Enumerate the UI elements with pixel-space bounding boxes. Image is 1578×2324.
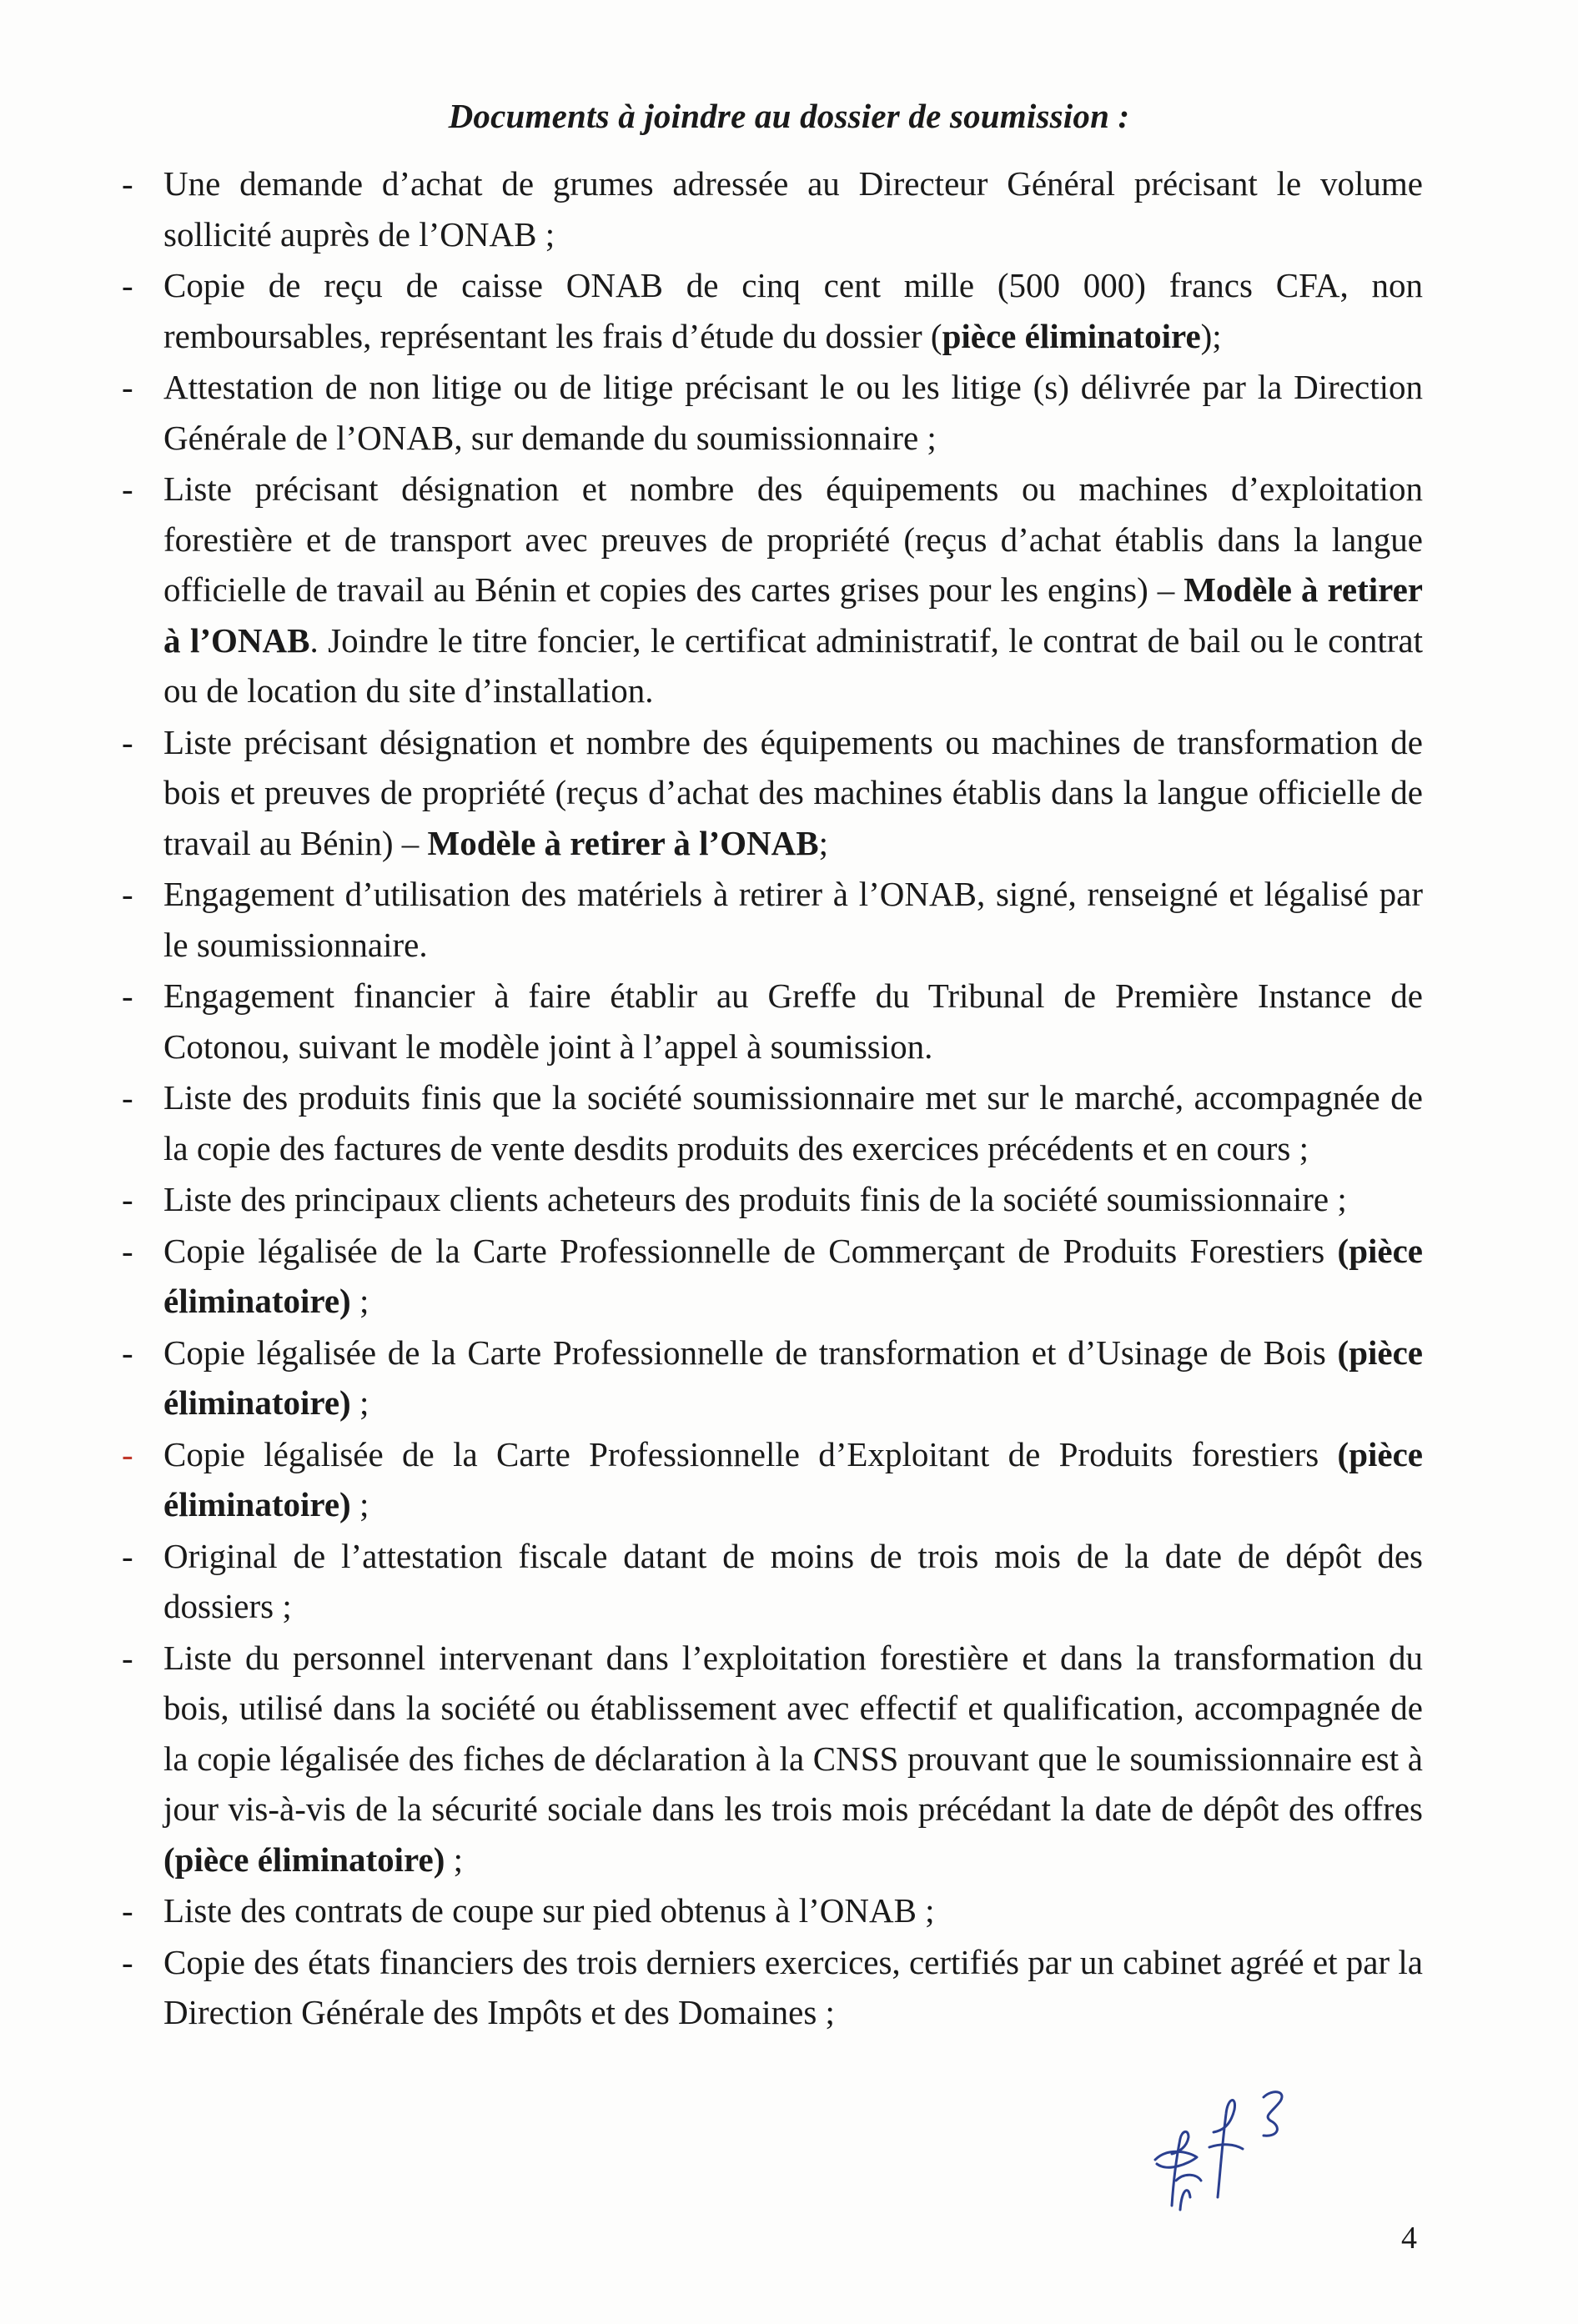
- bold-text: (pièce éliminatoire): [163, 1434, 1423, 1523]
- bold-text: (pièce éliminatoire): [163, 1840, 445, 1879]
- item-text: Liste du personnel intervenant dans l’exploitation forestière et dans la transformation du bois, utilisé dans la société ou établissement avec effectif et qualification, accompagnée de la copie légalisée des fiches de déclaration à la CNSS prouvant que le soumissionnaire est à jour vis-à-vis de la sécurité sociale dans les trois mois précédant la date de dépôt des offres: [163, 1638, 1423, 1828]
- bold-text: (pièce éliminatoire): [163, 1231, 1423, 1320]
- item-text: Copie de reçu de caisse ONAB de cinq cent mille (500 000) francs CFA, non remboursables, représentant les frais d’étude du dossier (: [163, 266, 1423, 355]
- bullet-dash: -: [122, 1638, 133, 1677]
- list-item: [122, 971, 1423, 1072]
- list-item: [122, 1531, 1423, 1632]
- item-text: Copie légalisée de la Carte Professionnelle d’Exploitant de Produits forestiers: [163, 1434, 1338, 1473]
- item-text: Engagement financier à faire établir au Greffe du Tribunal de Première Instance de Cotonou, suivant le modèle joint à l’appel à soumission.: [163, 976, 1423, 1066]
- list-item: [122, 158, 1423, 259]
- item-text: Liste précisant désignation et nombre des équipements ou machines d’exploitation forestière et de transport avec preuves de propriété (reçus d’achat établis dans la langue officielle de travail au Bénin et copies des cartes grises pour les engins) –: [163, 469, 1423, 609]
- page-title: Documents à joindre au dossier de soumission :: [448, 97, 1130, 135]
- bullet-dash: -: [122, 469, 133, 508]
- item-text: Une demande d’achat de grumes adressée au Directeur Général précisant le volume sollicité auprès de l’ONAB ;: [163, 164, 1423, 253]
- item-text: ;: [818, 823, 829, 862]
- bullet-dash: -: [122, 722, 133, 761]
- list-item: [122, 1174, 1423, 1225]
- list-item: [122, 1937, 1423, 2038]
- item-text: Liste des produits finis que la société soumissionnaire met sur le marché, accompagnée de la copie des factures de vente desdits produits des exercices précédents et en cours ;: [163, 1078, 1423, 1167]
- bullet-dash: -: [122, 164, 133, 203]
- list-item: [122, 717, 1423, 869]
- bullet-dash: -: [122, 1942, 133, 1981]
- item-text: ;: [445, 1840, 464, 1879]
- bold-text: (pièce éliminatoire): [163, 1333, 1423, 1422]
- bold-text: Modèle à retirer à l’ONAB: [163, 570, 1423, 660]
- item-text: Original de l’attestation fiscale datant de moins de trois mois de la date de dépôt des dossiers ;: [163, 1536, 1423, 1625]
- item-text: ;: [350, 1282, 369, 1320]
- bullet-dash: -: [122, 1180, 133, 1218]
- bullet-dash: -: [122, 1333, 133, 1372]
- item-text: Copie légalisée de la Carte Professionnelle de transformation et d’Usinage de Bois: [163, 1333, 1338, 1372]
- page-number: 4: [1401, 2221, 1417, 2256]
- bullet-dash: -: [122, 266, 133, 304]
- bold-text: pièce éliminatoire: [942, 316, 1201, 355]
- bullet-dash: -: [122, 1536, 133, 1575]
- list-item: [122, 869, 1423, 970]
- item-text: Liste des principaux clients acheteurs des produits finis de la société soumissionnaire ;: [163, 1180, 1347, 1218]
- list-item: [122, 1633, 1423, 1885]
- item-text: Liste des contrats de coupe sur pied obtenus à l’ONAB ;: [163, 1891, 935, 1930]
- item-text: );: [1200, 316, 1222, 355]
- list-item: [122, 1328, 1423, 1428]
- bullet-dash: -: [122, 1434, 133, 1473]
- handwritten-initials-icon: [1138, 2081, 1305, 2214]
- bullet-dash: -: [122, 1078, 133, 1117]
- list-item: [122, 1226, 1423, 1327]
- bullet-dash: -: [122, 1231, 133, 1270]
- list-item: [122, 464, 1423, 716]
- list-item: [122, 260, 1423, 361]
- bullet-dash: -: [122, 875, 133, 913]
- bold-text: Modèle à retirer à l’ONAB: [427, 823, 819, 862]
- list-item: [122, 362, 1423, 463]
- list-item: [122, 1429, 1423, 1530]
- bullet-dash: -: [122, 1891, 133, 1930]
- bullet-dash: -: [122, 368, 133, 406]
- requirements-list: [122, 158, 1423, 2039]
- item-text: ;: [350, 1485, 369, 1523]
- item-text: . Joindre le titre foncier, le certificat administratif, le contrat de bail ou le contrat ou de location du site d’installation.: [163, 620, 1423, 710]
- bullet-dash: -: [122, 976, 133, 1015]
- item-text: Copie des états financiers des trois derniers exercices, certifiés par un cabinet agréé et par la Direction Générale des Impôts et des Domaines ;: [163, 1942, 1423, 2031]
- item-text: Liste précisant désignation et nombre des équipements ou machines de transformation de bois et preuves de propriété (reçus d’achat des machines établis dans la langue officielle de travail au Bénin) –: [163, 722, 1423, 862]
- item-text: Copie légalisée de la Carte Professionnelle de Commerçant de Produits Forestiers: [163, 1231, 1338, 1270]
- list-item: [122, 1072, 1423, 1173]
- list-item: [122, 1885, 1423, 1936]
- item-text: ;: [350, 1383, 369, 1422]
- item-text: Engagement d’utilisation des matériels à retirer à l’ONAB, signé, renseigné et légalisé par le soumissionnaire.: [163, 875, 1423, 964]
- item-text: Attestation de non litige ou de litige précisant le ou les litige (s) délivrée par la Direction Générale de l’ONAB, sur demande du soumissionnaire ;: [163, 368, 1423, 457]
